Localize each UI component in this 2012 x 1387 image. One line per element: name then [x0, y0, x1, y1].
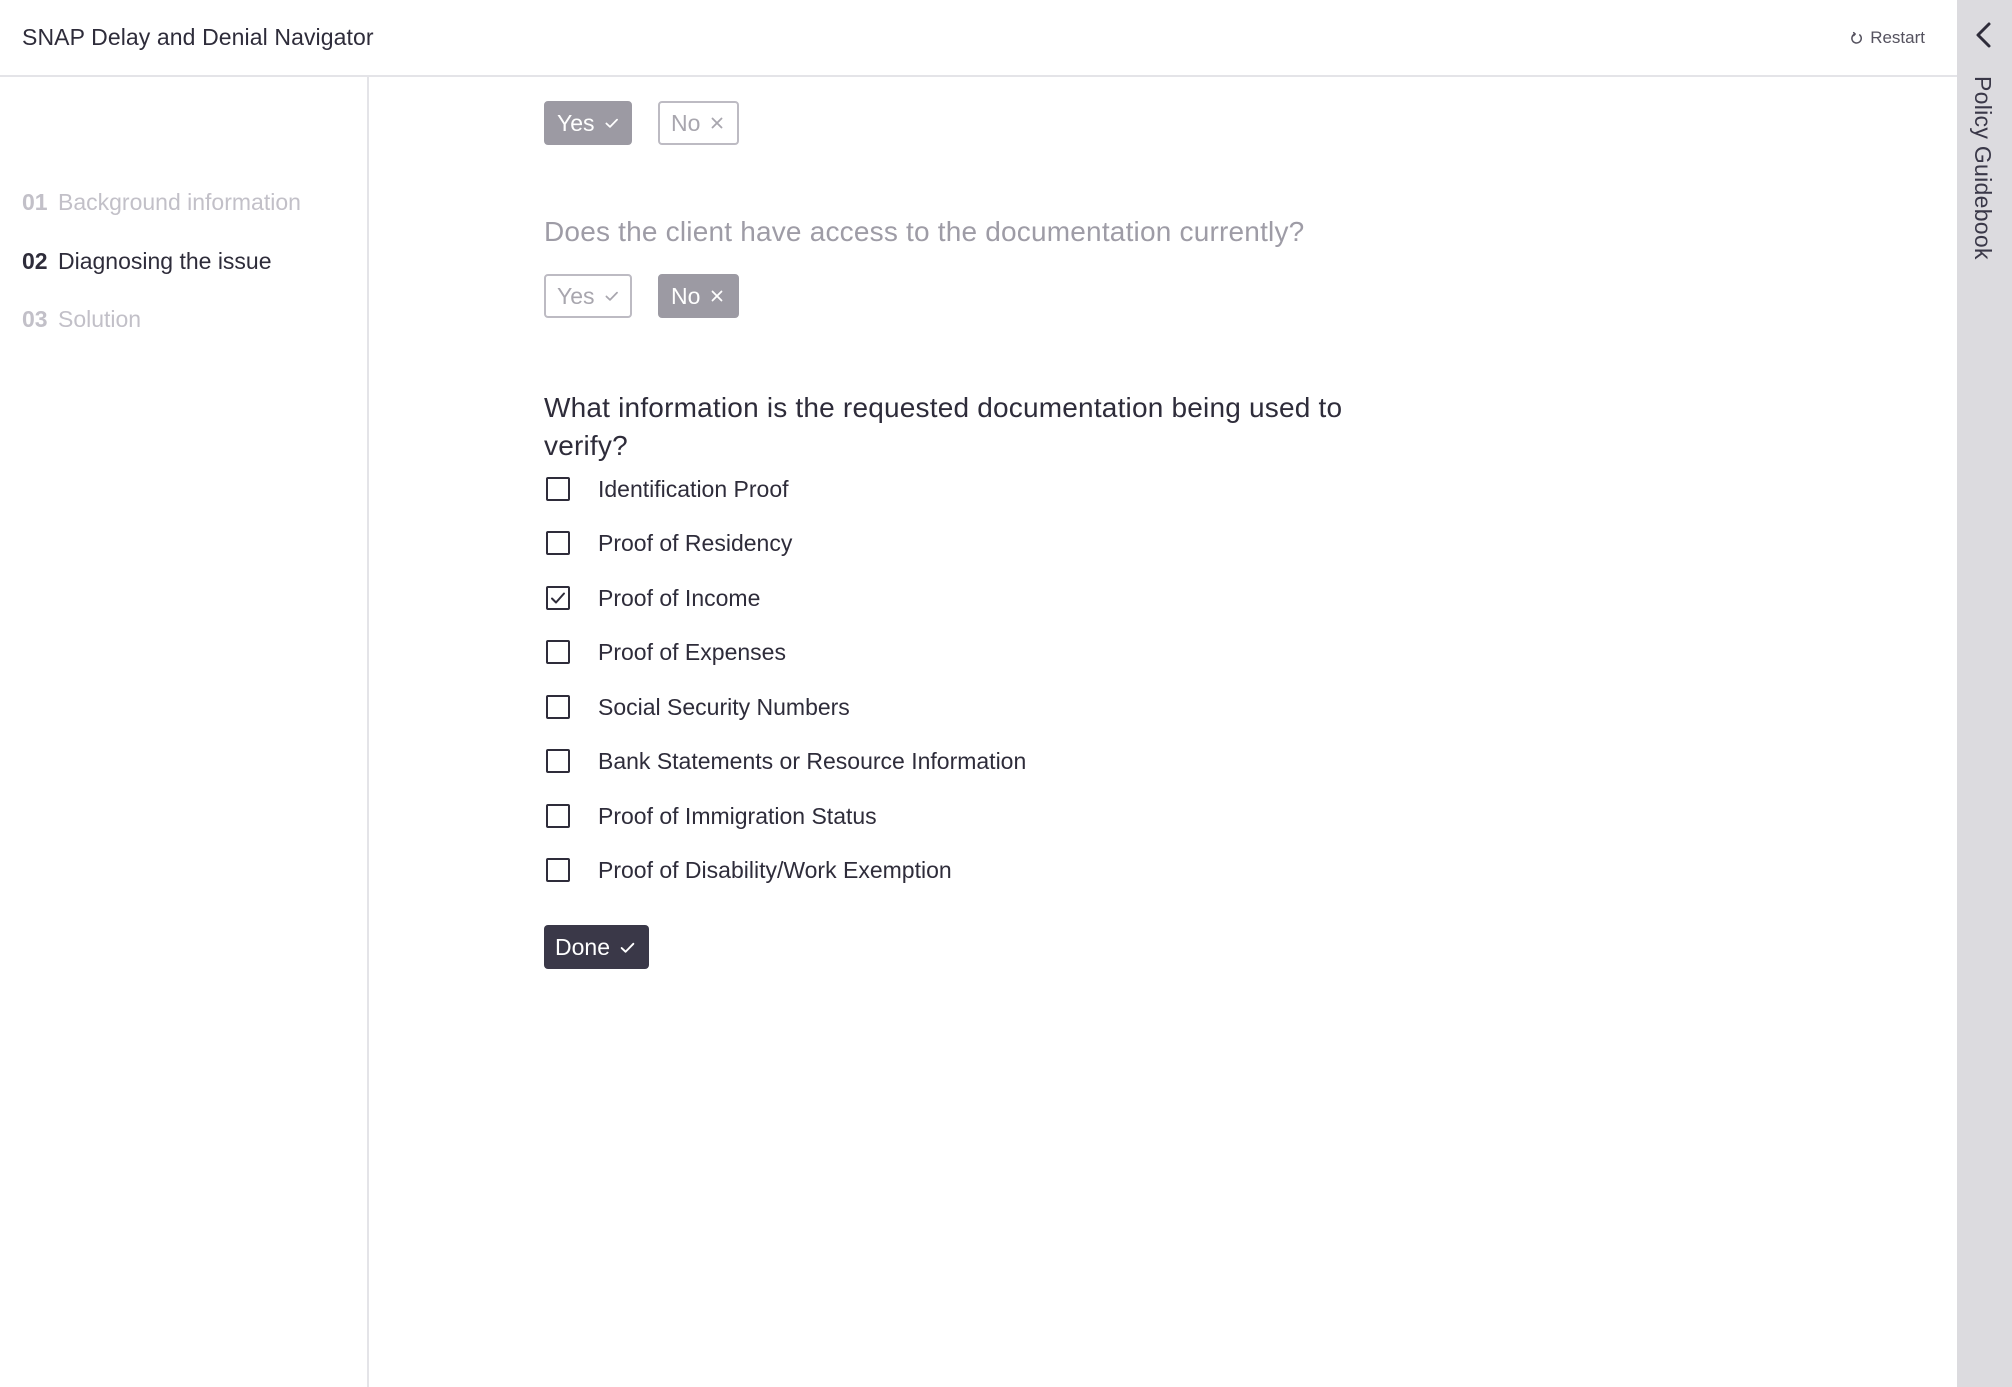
app-header: [0, 0, 1957, 77]
done-button[interactable]: [544, 925, 649, 969]
option-label: Identification Proof: [598, 475, 789, 502]
restart-label: Restart: [1870, 28, 1925, 47]
option-proof-of-immigration-status[interactable]: [544, 798, 1144, 834]
option-label: Proof of Disability/Work Exemption: [598, 856, 952, 883]
close-icon: [709, 115, 725, 131]
question-access-documentation: Does the client have access to the documentation currently?: [544, 216, 1305, 247]
restart-icon: [1849, 31, 1864, 46]
question-verification-type: What information is the requested documentation being used to verify?: [544, 392, 1343, 461]
step-number: 02: [22, 248, 48, 274]
option-label: Bank Statements or Resource Information: [598, 747, 1027, 774]
checkbox-checked[interactable]: [546, 586, 570, 610]
sidebar-step-background[interactable]: [22, 189, 301, 216]
step-sidebar: [0, 77, 369, 1387]
q2-no-button[interactable]: [658, 274, 739, 318]
sidebar-step-diagnosing[interactable]: [22, 248, 272, 275]
option-bank-statements[interactable]: [544, 743, 1144, 779]
checkbox[interactable]: [546, 531, 570, 555]
step-number: 03: [22, 306, 48, 332]
option-identification-proof[interactable]: [544, 471, 1144, 507]
option-proof-of-residency[interactable]: [544, 525, 1144, 561]
option-proof-of-disability[interactable]: [544, 852, 1144, 888]
option-proof-of-income[interactable]: [544, 580, 1144, 616]
step-label: Solution: [57, 306, 142, 332]
done-label: Done: [555, 933, 610, 960]
option-label: Social Security Numbers: [598, 693, 850, 720]
q1-no-button[interactable]: [658, 101, 739, 145]
q1-yes-button[interactable]: [544, 101, 632, 145]
yes-label: Yes: [557, 109, 595, 136]
policy-guidebook-tab[interactable]: Policy Guidebook: [1970, 76, 1996, 260]
option-proof-of-expenses[interactable]: [544, 634, 1144, 670]
check-icon: [619, 939, 636, 956]
app-title: SNAP Delay and Denial Navigator: [22, 24, 374, 50]
restart-button[interactable]: [1849, 28, 1925, 48]
q2-yes-button[interactable]: [544, 274, 632, 318]
checkbox[interactable]: [546, 640, 570, 664]
no-label: No: [671, 109, 701, 136]
policy-guidebook-panel: [1957, 0, 2012, 1387]
chevron-left-icon[interactable]: [1971, 20, 1997, 50]
step-number: 01: [22, 189, 48, 215]
checkmark-icon: [549, 589, 567, 607]
checkbox[interactable]: [546, 804, 570, 828]
option-label: Proof of Expenses: [598, 638, 786, 665]
option-label: Proof of Residency: [598, 529, 793, 556]
step-label: Diagnosing the issue: [57, 248, 272, 274]
main-content: [371, 79, 1957, 1387]
checkbox[interactable]: [546, 477, 570, 501]
option-label: Proof of Income: [598, 584, 761, 611]
check-icon: [604, 115, 619, 131]
checkbox[interactable]: [546, 749, 570, 773]
checkbox[interactable]: [546, 695, 570, 719]
checkbox[interactable]: [546, 858, 570, 882]
option-label: Proof of Immigration Status: [598, 802, 877, 829]
close-icon: [709, 288, 725, 304]
sidebar-step-solution[interactable]: [22, 306, 141, 333]
check-icon: [604, 288, 619, 304]
no-label: No: [671, 282, 701, 309]
option-social-security-numbers[interactable]: [544, 689, 1144, 725]
yes-label: Yes: [557, 282, 595, 309]
step-label: Background information: [57, 189, 301, 215]
